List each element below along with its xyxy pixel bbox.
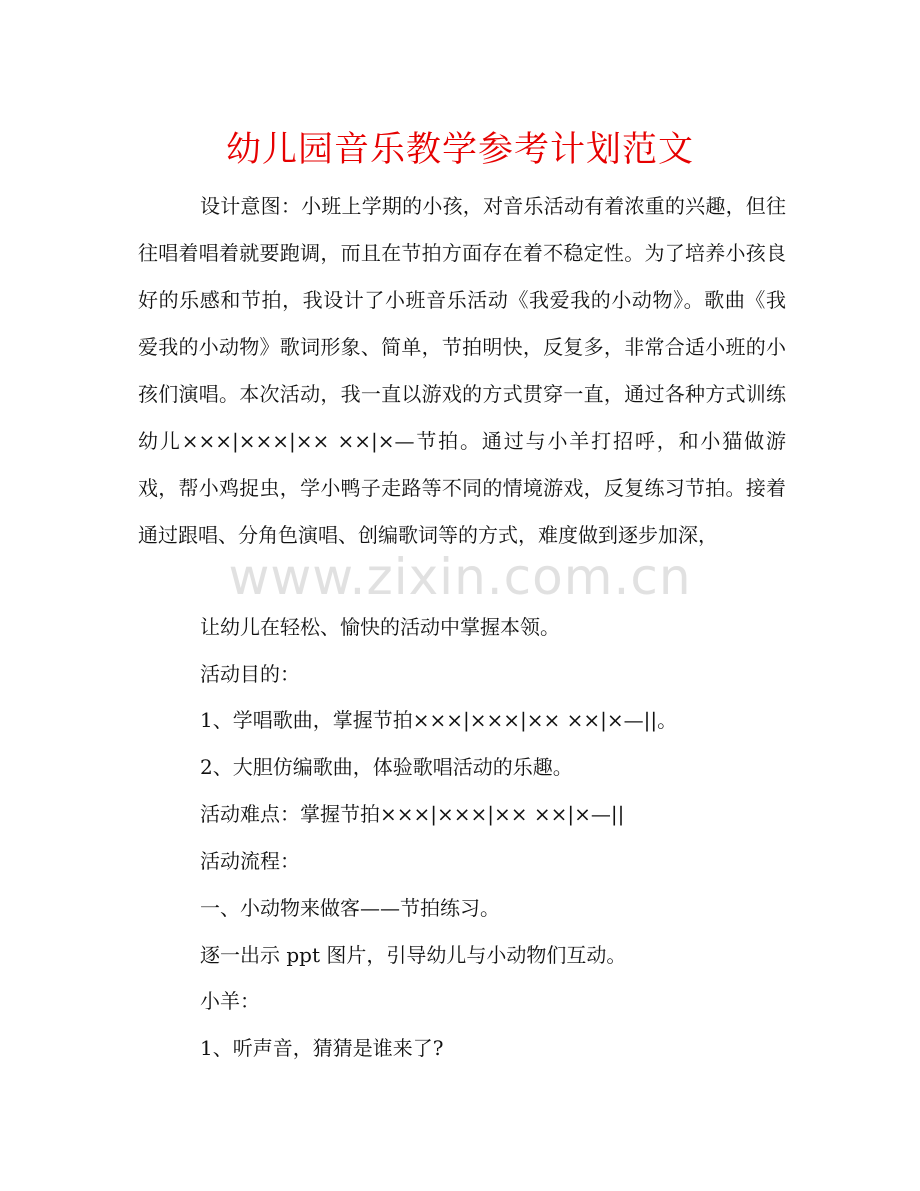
text-line: 活动流程： — [200, 849, 300, 873]
intro-paragraph: 设计意图：小班上学期的小孩，对音乐活动有着浓重的兴趣，但往往唱着唱着就要跑调，而且在节拍方面存在着不稳定性。为了培养小孩良好的乐感和节拍，我设计了小班音乐活动《我爱我的小动物》。歌曲《我爱我的小动物》歌词形象、简单，节拍明快，反复多，非常合适小班的小孩们演唱。本次活动，我一直以游戏的方式贯穿一直，通过各种方式训练幼儿×××|×××|×× ××|×—节拍。通过与小羊打招呼，和小猫做游戏，帮小鸡捉虫，学小鸭子走路等不同的情境游戏，反复练习节拍。接着通过跟唱、分角色演唱、创编歌词等的方式，难度做到逐步加深， — [138, 194, 786, 547]
text-line: 小羊： — [200, 989, 260, 1013]
text-line: 1、听声音，猜猜是谁来了? — [200, 1036, 444, 1060]
text-line: 1、学唱歌曲，掌握节拍×××|×××|×× ××|×—||。 — [200, 708, 678, 732]
text-line: 一、小动物来做客——节拍练习。 — [200, 896, 500, 920]
text-line: 让幼儿在轻松、愉快的活动中掌握本领。 — [200, 615, 560, 639]
watermark: www.zixin.com.cn — [228, 548, 692, 606]
text-line: 活动目的： — [200, 662, 300, 686]
text-line: 2、大胆仿编歌曲，体验歌唱活动的乐趣。 — [200, 755, 573, 779]
text-line: 活动难点：掌握节拍×××|×××|×× ××|×—|| — [200, 802, 625, 826]
text-line: 逐一出示 ppt 图片，引导幼儿与小动物们互动。 — [200, 943, 627, 967]
document-title: 幼儿园音乐教学参考计划范文 — [225, 130, 694, 170]
